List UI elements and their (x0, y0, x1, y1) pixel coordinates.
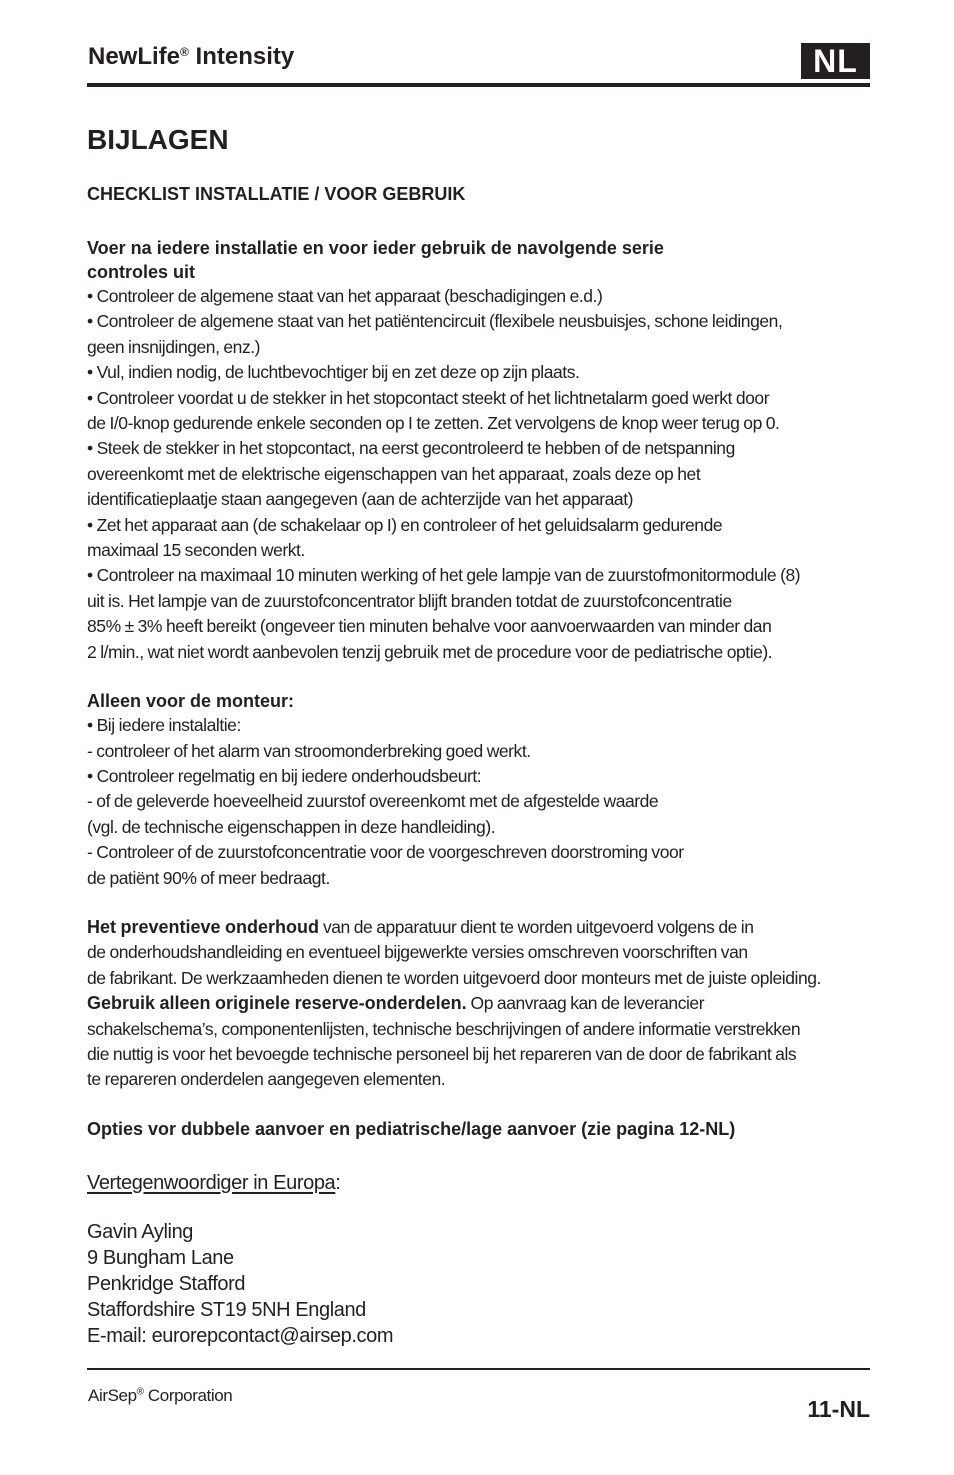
technician-line: • Bij iedere instalaltie: (87, 715, 241, 736)
checklist-line: • Steek de stekker in het stopcontact, na eerst gecontroleerd te hebben of de netspanning (87, 438, 735, 459)
maintenance-line (87, 991, 870, 1016)
product-title (88, 43, 294, 71)
company-suffix: Corporation (147, 1386, 233, 1405)
representative-address (87, 1219, 870, 1349)
checklist-line: • Controleer na maximaal 10 minuten werking of het gele lampje van de zuurstofmonitormodule (8) (87, 565, 801, 586)
page-number: 11-NL (807, 1396, 870, 1422)
checklist-line: identificatieplaatje staan aangegeven (aan de achterzijde van het apparaat) (87, 489, 633, 510)
checklist-line: 85% ± 3% heeft bereikt (ongeveer tien minuten behalve voor aanvoerwaarden van minder dan (87, 616, 772, 637)
technician-list (87, 713, 870, 891)
representative-label-colon: : (335, 1171, 341, 1194)
maintenance-line: schakelschema’s, componentenlijsten, technische beschrijvingen of andere informatie verstrekken (87, 1018, 801, 1039)
maintenance-line: de onderhoudshandleiding en eventueel bijgewerkte versies omschreven voorschriften van (87, 942, 748, 963)
maintenance-line: die nuttig is voor het bevoegde technische personeel bij het repareren van de door de fabrikant als (87, 1043, 797, 1064)
maintenance-line: de fabrikant. De werkzaamheden dienen te worden uitgevoerd door monteurs met de juiste opleiding. (87, 967, 821, 988)
technician-line: - Controleer of de zuurstofconcentratie voor de voorgeschreven doorstroming voor (87, 842, 684, 863)
representative-label (87, 1169, 870, 1197)
checklist-list (87, 284, 870, 665)
maintenance-line (87, 915, 870, 940)
technician-title: Alleen voor de monteur: (87, 691, 295, 712)
options-heading: Opties vor dubbele aanvoer en pediatrische/lage aanvoer (zie pagina 12-NL) (87, 1118, 736, 1139)
address-line: Gavin Ayling (87, 1220, 194, 1243)
address-line: Penkridge Stafford (87, 1272, 246, 1295)
checklist-intro-line: controles uit (87, 262, 196, 282)
language-badge: NL (801, 43, 870, 79)
checklist-line: de I/0-knop gedurende enkele seconden op I te zetten. Zet vervolgens de knop weer terug op 0. (87, 413, 780, 434)
technician-block (87, 689, 870, 891)
registered-mark: ® (136, 1386, 144, 1398)
header-divider (87, 83, 870, 87)
technician-line: • Controleer regelmatig en bij iedere onderhoudsbeurt: (87, 765, 482, 786)
maintenance-line: te repareren onderdelen aangegeven elementen. (87, 1069, 446, 1090)
address-line: 9 Bungham Lane (87, 1246, 234, 1269)
checklist-intro-line: Voer na iedere installatie en voor ieder gebruik de navolgende serie (87, 238, 664, 258)
footer-divider (87, 1368, 870, 1370)
technician-line: - controleer of het alarm van stroomonderbreking goed werkt. (87, 740, 531, 761)
address-line: Staffordshire ST19 5NH England (87, 1298, 366, 1321)
product-name: NewLife (88, 43, 181, 70)
maintenance-text: Op aanvraag kan de leverancier (466, 993, 705, 1014)
checklist-line: 2 l/min., wat niet wordt aanbevolen tenzij gebruik met de procedure voor de pediatrische optie). (87, 641, 773, 662)
footer-company (88, 1386, 232, 1406)
checklist-block (87, 236, 870, 665)
checklist-line: uit is. Het lampje van de zuurstofconcentrator blijft branden totdat de zuurstofconcentratie (87, 590, 732, 611)
maintenance-bold-lead: Het preventieve onderhoud (87, 916, 320, 937)
address-email: E-mail: eurorepcontact@airsep.com (87, 1324, 394, 1347)
maintenance-block (87, 915, 870, 1093)
representative-label-text: Vertegenwoordiger in Europa (87, 1171, 336, 1194)
maintenance-text: van de apparatuur dient te worden uitgevoerd volgens de in (319, 916, 754, 937)
technician-line: - of de geleverde hoeveelheid zuurstof overeenkomt met de afgestelde waarde (87, 791, 659, 812)
page-header (87, 40, 870, 88)
checklist-line: • Controleer de algemene staat van het apparaat (beschadigingen e.d.) (87, 286, 603, 306)
product-suffix: Intensity (195, 43, 295, 70)
checklist-line: • Zet het apparaat aan (de schakelaar op I) en controleer of het geluidsalarm gedurende (87, 514, 723, 535)
section-title: BIJLAGEN (87, 124, 229, 155)
spare-parts-notice: Gebruik alleen originele reserve-onderdelen. (87, 993, 467, 1014)
company-name: AirSep (88, 1386, 137, 1405)
checklist-line: maximaal 15 seconden werkt. (87, 540, 305, 561)
technician-line: (vgl. de technische eigenschappen in deze handleiding). (87, 816, 496, 837)
checklist-line: • Controleer voordat u de stekker in het stopcontact steekt of het lichtnetalarm goed werkt door (87, 387, 770, 408)
page-content (87, 120, 870, 1349)
maintenance-paragraph (87, 915, 870, 1093)
checklist-line: • Vul, indien nodig, de luchtbevochtiger bij en zet deze op zijn plaats. (87, 362, 580, 383)
checklist-title: CHECKLIST INSTALLATIE / VOOR GEBRUIK (87, 184, 466, 204)
checklist-line: geen insnijdingen, enz.) (87, 336, 261, 357)
technician-line: de patiënt 90% of meer bedraagt. (87, 867, 330, 888)
registered-mark: ® (180, 45, 189, 59)
checklist-line: • Controleer de algemene staat van het patiëntencircuit (flexibele neusbuisjes, schone leidingen, (87, 311, 783, 332)
checklist-line: overeenkomt met de elektrische eigenschappen van het apparaat, zoals deze op het (87, 463, 701, 484)
